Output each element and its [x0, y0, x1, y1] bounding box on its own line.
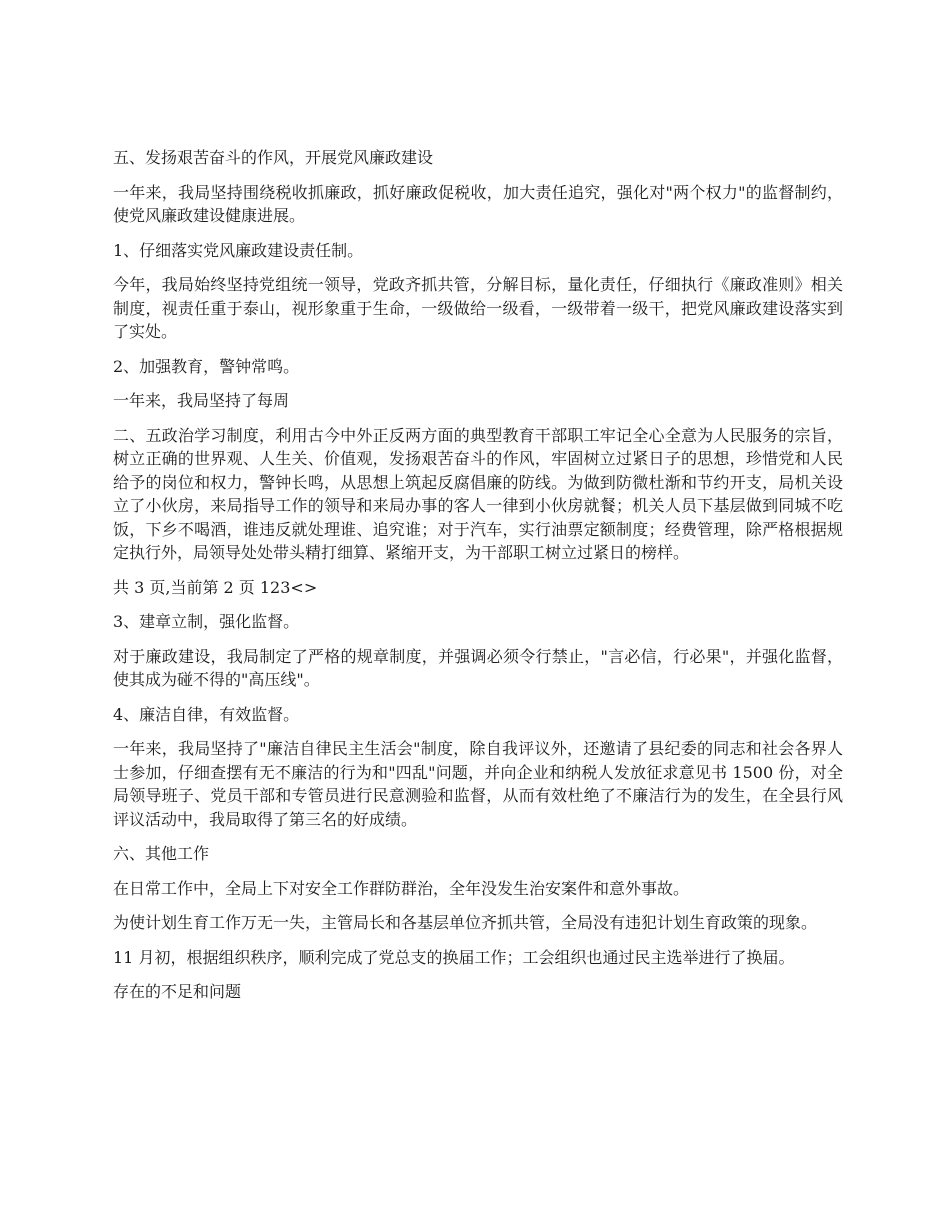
section-heading-six: 六、其他工作 [113, 844, 210, 863]
paragraph: 一年来，我局坚持了"廉洁自律民主生活会"制度，除自我评议外，还邀请了县纪委的同志和社会各界人士参加，仔细查摆有无不廉洁的行为和"四乱"问题，并向企业和纳税人发放征求意见书 1500 份，对全局领导班子、党员干部和专管员进行民意测验和监督，从而有效杜绝了不廉洁行为的发生，在全县行风评议活动中，我局取得了第三名的好成绩。 [113, 739, 843, 829]
subheading: 2、加强教育，警钟常鸣。 [113, 356, 300, 376]
paragraph: 一年来，我局坚持围绕税收抓廉政，抓好廉政促税收，加大责任追究，强化对"两个权力"的监督制约，使党风廉政建设健康进展。 [113, 182, 843, 225]
paragraph: 11 月初，根据组织秩序，顺利完成了党总支的换届工作；工会组织也通过民主选举进行了换届。 [113, 947, 795, 967]
page-indicator: 共 3 页,当前第 2 页 123<> [113, 577, 318, 597]
document-body [113, 146, 843, 1015]
closing-heading: 存在的不足和问题 [113, 982, 242, 1001]
subheading: 4、廉洁自律，有效监督。 [113, 704, 300, 724]
paragraph: 在日常工作中，全局上下对安全工作群防群治，全年没发生治安案件和意外事故。 [113, 878, 690, 898]
paragraph: 今年，我局始终坚持党组统一领导，党政齐抓共管，分解目标，量化责任，仔细执行《廉政准则》相关制度，视责任重于泰山，视形象重于生命，一级做给一级看，一级带着一级干，把党风廉政建设落实到了实处。 [113, 275, 843, 341]
paragraph: 对于廉政建设，我局制定了严格的规章制度，并强调必须令行禁止，"言必信，行必果"，并强化监督，使其成为碰不得的"高压线"。 [113, 646, 843, 689]
subheading: 1、仔细落实党风廉政建设责任制。 [113, 240, 364, 260]
paragraph: 一年来，我局坚持了每周 [113, 391, 290, 410]
paragraph: 为使计划生育工作万无一失，主管局长和各基层单位齐抓共管，全局没有违犯计划生育政策的现象。 [113, 913, 818, 932]
subheading: 3、建章立制，强化监督。 [113, 612, 300, 631]
section-heading-five: 五、发扬艰苦奋斗的作风，开展党风廉政建设 [113, 148, 434, 167]
paragraph: 二、五政治学习制度，利用古今中外正反两方面的典型教育干部职工牢记全心全意为人民服务的宗旨，树立正确的世界观、人生关、价值观，发扬艰苦奋斗的作风，牢固树立过紧日子的思想，珍惜党和人民给予的岗位和权力，警钟长鸣，从思想上筑起反腐倡廉的防线。为做到防微杜渐和节约开支，局机关设立了小伙房，来局指导工作的领导和来局办事的客人一律到小伙房就餐；机关人员下基层做到同城不吃饭，下乡不喝酒，谁违反就处理谁、追究谁；对于汽车，实行油票定额制度；经费管理，除严格根据规定执行外，局领导处处带头精打细算、紧缩开支，为干部职工树立过紧日的榜样。 [113, 425, 843, 562]
